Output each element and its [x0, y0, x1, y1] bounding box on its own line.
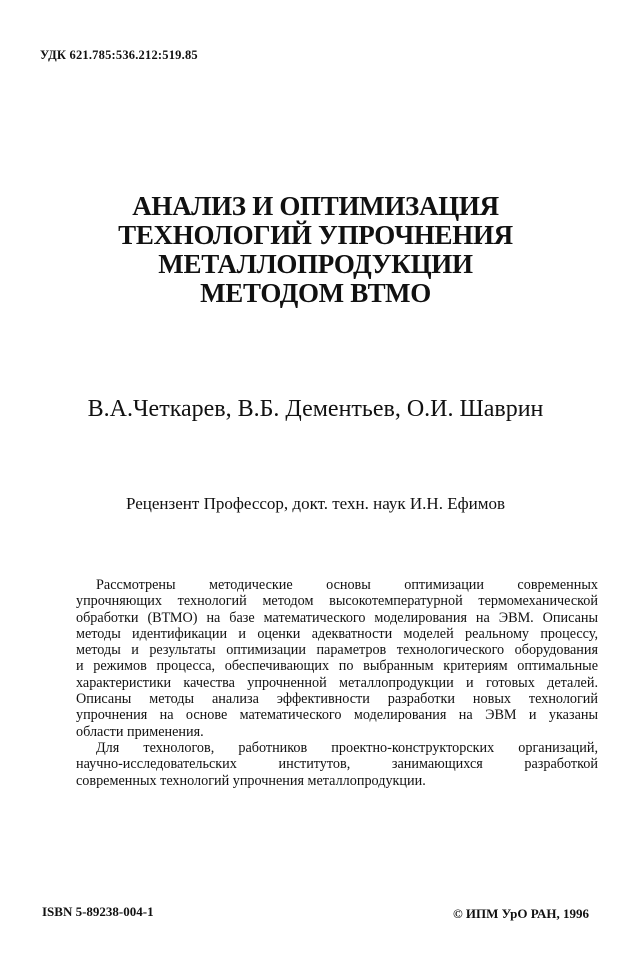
abstract-line: характеристики качества упрочненной металлопродукции и готовых деталей.: [76, 674, 598, 691]
title-line: АНАЛИЗ И ОПТИМИЗАЦИЯ: [132, 191, 499, 221]
abstract-line: и режимов процесса, обеспечивающих по выбранным критериям оптимальные: [76, 658, 598, 675]
abstract-line: научно-исследовательских институтов, занимающихся разработкой: [76, 756, 598, 773]
abstract-line: методы идентификации и оценки адекватности моделей реальному процессу,: [76, 625, 598, 642]
isbn: ISBN 5-89238-004-1: [42, 904, 154, 919]
title-line: МЕТОДОМ ВТМО: [200, 278, 431, 308]
abstract-line: Рассмотрены методические основы оптимизации современных: [96, 577, 598, 593]
abstract-line: упрочнения на основе математического моделирования на ЭВМ и указаны: [76, 707, 598, 724]
reviewer: Рецензент Профессор, докт. техн. наук И.Н. Ефимов: [126, 494, 505, 513]
abstract-line: методы и результаты оптимизации параметров технологического оборудования: [76, 642, 598, 659]
abstract-line: области применения.: [76, 723, 204, 740]
abstract-line: упрочняющих технологий методом высокотемпературной термомеханической: [76, 593, 598, 610]
book-title: [0, 192, 631, 308]
title-line: МЕТАЛЛОПРОДУКЦИИ: [158, 249, 473, 279]
copyright: © ИПМ УрО РАН, 1996: [452, 906, 589, 921]
title-line: ТЕХНОЛОГИЙ УПРОЧНЕНИЯ: [118, 220, 513, 250]
authors: В.А.Четкарев, В.Б. Дементьев, О.И. Шаврин: [87, 396, 544, 422]
udk-code: УДК 621.785:536.212:519.85: [40, 48, 198, 62]
abstract-line: современных технологий упрочнения металлопродукции.: [76, 772, 426, 789]
abstract-line: Для технологов, работников проектно-конструкторских организаций,: [96, 739, 598, 756]
abstract-line: Описаны методы анализа эффективности разработки новых технологий: [76, 691, 598, 708]
abstract: [76, 577, 598, 789]
abstract-line: обработки (ВТМО) на базе математического моделирования на ЭВМ. Описаны: [76, 609, 598, 626]
